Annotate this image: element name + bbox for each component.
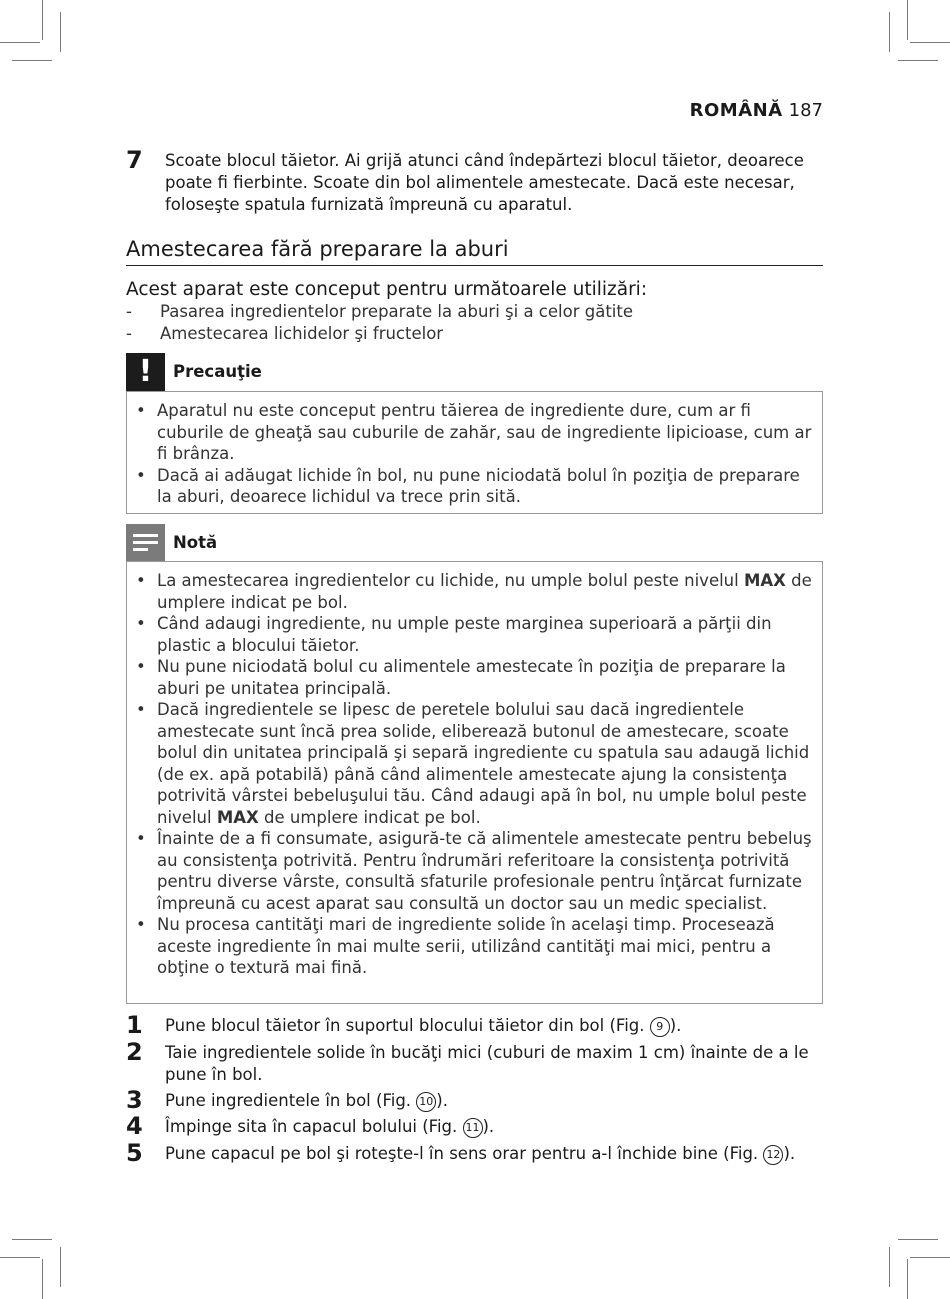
dash-marker: -: [126, 302, 132, 321]
step-text: Pune capacul pe bol şi roteşte-l în sens orar pentru a-l închide bine (Fig. 12 ).: [165, 1144, 796, 1163]
crop-mark: [42, 0, 43, 40]
step-number: 2: [126, 1038, 143, 1066]
figure-reference: 12: [763, 1145, 783, 1165]
step-2: [126, 1038, 823, 1086]
list-item-text: Dacă ingredientele se lipesc de peretele bolului sau dacă ingredientele amestecate sunt încă prea solide, eliberează butonul de amestecare, scoate bolul din unitatea principală şi separă ingrediente cu spatula sau adaugă lichid (de ex. apă potabilă) până când alimentele amestecate ajung la consistenţa potrivită vârstei bebeluşului tău. Când adaugi apă în bol, nu umple bolul peste nivelul: [157, 700, 810, 827]
page-number: 187: [788, 100, 823, 121]
list-item-text: Dacă ai adăugat lichide în bol, nu pune niciodată bolul în poziţia de preparare la aburi, deoarece lichidul va trece prin sită.: [157, 465, 800, 506]
step-number: 4: [126, 1112, 143, 1140]
list-item: [126, 301, 823, 323]
crop-mark: [0, 42, 40, 43]
list-item-text: La amestecarea ingredientelor cu lichide, nu umple bolul peste nivelul: [157, 571, 744, 590]
step-text: Pune ingredientele în bol (Fig. 10 ).: [165, 1091, 448, 1110]
crop-mark: [910, 1257, 950, 1258]
note-label: Notă: [173, 533, 218, 552]
exclamation-icon: [126, 353, 165, 391]
bullet-marker: •: [136, 700, 146, 719]
step-3: [126, 1086, 823, 1114]
crop-mark: [910, 42, 950, 43]
crop-mark: [12, 60, 52, 61]
bullet-marker: •: [136, 571, 146, 590]
crop-mark: [907, 0, 908, 40]
crop-mark: [0, 1257, 40, 1258]
dash-marker: -: [126, 324, 132, 343]
bullet-marker: •: [136, 657, 146, 676]
list-item-text: de umplere indicat pe bol.: [157, 571, 812, 612]
figure-reference: 10: [416, 1092, 436, 1112]
list-item: [127, 656, 814, 699]
step-number: 3: [126, 1086, 143, 1114]
crop-mark: [889, 1247, 890, 1287]
figure-reference: 9: [650, 1017, 670, 1037]
list-item: [127, 613, 814, 656]
crop-mark: [889, 12, 890, 52]
step-1: [126, 1011, 823, 1039]
step-text: Pune blocul tăietor în suportul blocului tăietor din bol (Fig. 9 ).: [165, 1016, 682, 1035]
step-text: Împinge sita în capacul bolului (Fig. 11 ).: [165, 1117, 495, 1136]
list-item-text: Nu procesa cantităţi mari de ingrediente solide în acelaşi timp. Procesează aceste ingrediente în mai multe serii, utilizând cantităţi mai mici, pentru a obţine o textură mai fină.: [157, 915, 775, 977]
list-item-text: Când adaugi ingrediente, nu umple peste marginea superioară a părţii din plastic a blocului tăietor.: [157, 614, 772, 655]
bullet-marker: •: [136, 915, 146, 934]
list-item: [126, 323, 823, 345]
crop-mark: [12, 1239, 52, 1240]
bullet-marker: •: [136, 614, 146, 633]
list-item: [127, 570, 814, 613]
note-box: [126, 561, 823, 1004]
section-title: Amestecarea fără preparare la aburi: [126, 236, 823, 266]
list-item: [127, 699, 814, 828]
step-text: Scoate blocul tăietor. Ai grijă atunci când îndepărtezi blocul tăietor, deoarece poate fi fierbinte. Scoate din bol alimentele amestecate. Dacă este necesar, foloseşte spatula furnizată împreună cu aparatul.: [165, 151, 804, 214]
list-item-text: Înainte de a fi consumate, asigură-te că alimentele amestecate pentru bebeluş au consistenţa potrivită. Pentru îndrumări referitoare la consistenţa potrivită pentru diverse vârste, consultă sfaturile profesionale pentru înţărcat furnizate împreună cu acest aparat sau consultă un doctor sau un medic specialist.: [157, 829, 812, 913]
usage-list: [126, 301, 823, 345]
list-item-text: Aparatul nu este conceput pentru tăierea de ingrediente dure, cum ar fi cuburile de gheaţă sau cuburile de zahăr, sau de ingrediente lipicioase, cum ar fi brânza.: [157, 401, 812, 463]
caution-header: [126, 353, 823, 391]
crop-mark: [898, 60, 938, 61]
page-header: [690, 100, 823, 122]
caution-box: [126, 391, 823, 514]
crop-mark: [907, 1259, 908, 1299]
exclamation-glyph: !: [138, 354, 153, 389]
caution-label: Precauţie: [173, 362, 262, 381]
figure-reference: 11: [463, 1118, 483, 1138]
language-label: ROMÂNĂ: [689, 100, 783, 121]
note-lines-icon: [126, 524, 165, 562]
step-number: 5: [126, 1139, 143, 1167]
step-number: 1: [126, 1011, 143, 1039]
list-item-text: Nu pune niciodată bolul cu alimentele amestecate în poziţia de preparare la aburi pe unitatea principală.: [157, 657, 786, 698]
step-number: 7: [126, 146, 143, 174]
list-item: [127, 400, 814, 465]
bullet-marker: •: [136, 401, 146, 420]
max-label: MAX: [216, 807, 259, 827]
crop-mark: [60, 1247, 61, 1287]
step-5: [126, 1139, 823, 1167]
note-header: [126, 524, 823, 562]
step-text: Taie ingredientele solide în bucăţi mici (cuburi de maxim 1 cm) înainte de a le pune în bol.: [165, 1043, 809, 1084]
list-item: [127, 465, 814, 508]
max-label: MAX: [743, 571, 786, 590]
list-item-text: Amestecarea lichidelor şi fructelor: [160, 324, 444, 343]
step-4: [126, 1112, 823, 1140]
intro-text: Acest aparat este conceput pentru următoarele utilizări:: [126, 279, 648, 300]
bullet-marker: •: [136, 829, 146, 848]
crop-mark: [898, 1239, 938, 1240]
list-item-text: de umplere indicat pe bol.: [258, 807, 481, 827]
list-item: [127, 914, 814, 979]
step-7: [126, 146, 823, 216]
crop-mark: [60, 12, 61, 52]
list-item: [127, 828, 814, 914]
bullet-marker: •: [136, 465, 146, 485]
list-item-text: Pasarea ingredientelor preparate la aburi şi a celor gătite: [160, 302, 633, 321]
crop-mark: [42, 1259, 43, 1299]
